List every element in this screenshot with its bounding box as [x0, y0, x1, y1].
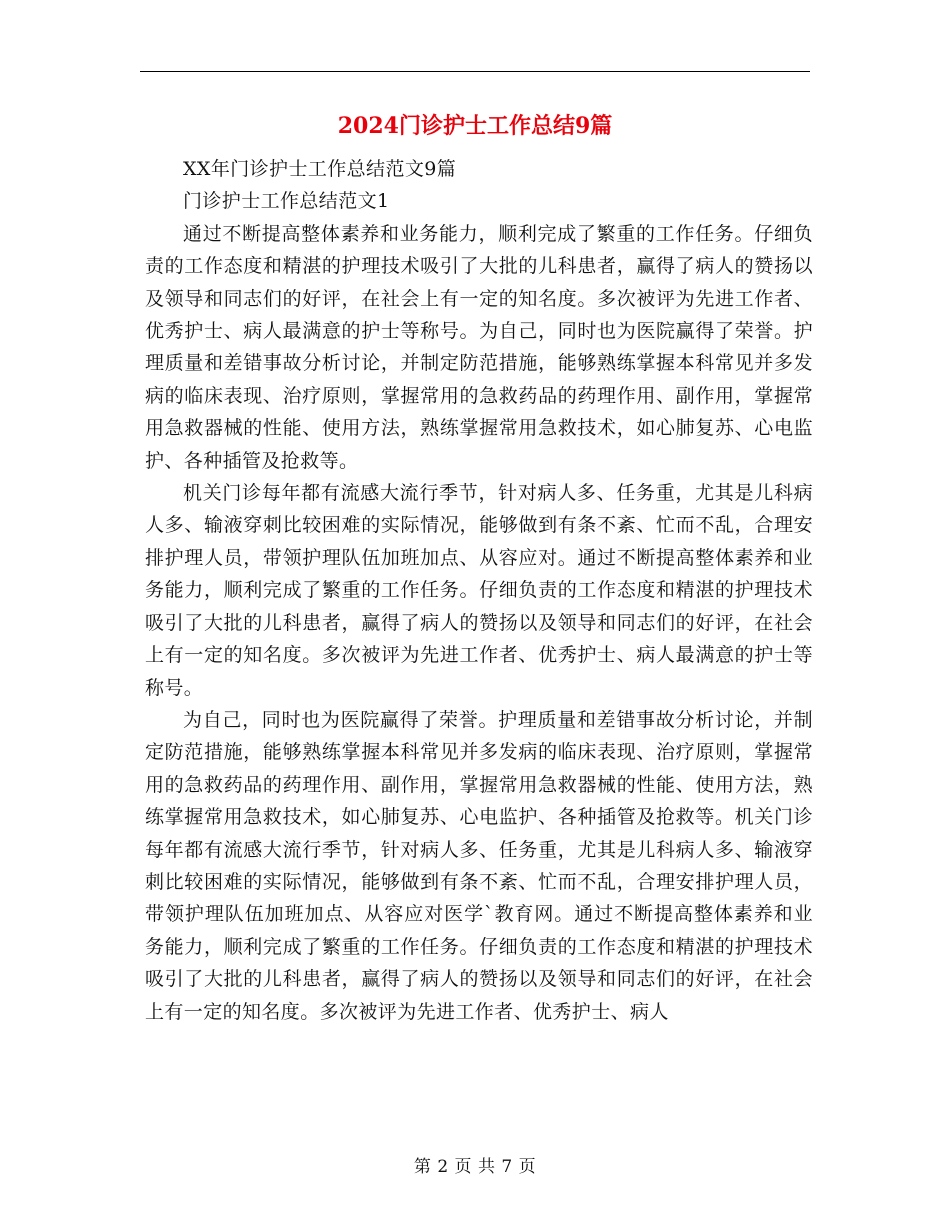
subtitle-line: XX年门诊护士工作总结范文9篇: [183, 158, 457, 180]
body-paragraph: 机关门诊每年都有流感大流行季节，针对病人多、任务重，尤其是儿科病人多、输液穿刺比较困难的实际情况，能够做到有条不紊、忙而不乱，合理安排护理人员，带领护理队伍加班加点、从容应对。通过不断提高整体素养和业务能力，顺利完成了繁重的工作任务。仔细负责的工作态度和精湛的护理技术吸引了大批的儿科患者，赢得了病人的赞扬以及领导和同志们的好评，在社会上有一定的知名度。多次被评为先进工作者、优秀护士、病人最满意的护士等称号。: [145, 482, 813, 699]
section-heading: 门诊护士工作总结范文1: [183, 190, 390, 213]
body-paragraph: 通过不断提高整体素养和业务能力，顺利完成了繁重的工作任务。仔细负责的工作态度和精湛的护理技术吸引了大批的儿科患者，赢得了病人的赞扬以及领导和同志们的好评，在社会上有一定的知名度。多次被评为先进工作者、优秀护士、病人最满意的护士等称号。为自己，同时也为医院赢得了荣誉。护理质量和差错事故分析讨论，并制定防范措施，能够熟练掌握本科常见并多发病的临床表现、治疗原则，掌握常用的急救药品的药理作用、副作用，掌握常用急救器械的性能、使用方法，熟练掌握常用急救技术，如心肺复苏、心电监护、各种插管及抢救等。: [145, 222, 813, 472]
page-footer: [140, 1152, 810, 1177]
header-rule: [140, 71, 810, 72]
document-title: 2024门诊护士工作总结9篇: [337, 113, 613, 139]
body-paragraph: 为自己，同时也为医院赢得了荣誉。护理质量和差错事故分析讨论，并制定防范措施，能够熟练掌握本科常见并多发病的临床表现、治疗原则，掌握常用的急救药品的药理作用、副作用，掌握常用急救器械的性能、使用方法，熟练掌握常用急救技术，如心肺复苏、心电监护、各种插管及抢救等。机关门诊每年都有流感大流行季节，针对病人多、任务重，尤其是儿科病人多、输液穿刺比较困难的实际情况，能够做到有条不紊、忙而不乱，合理安排护理人员，带领护理队伍加班加点、从容应对医学`教育网。通过不断提高整体素养和业务能力，顺利完成了繁重的工作任务。仔细负责的工作态度和精湛的护理技术吸引了大批的儿科患者，赢得了病人的赞扬以及领导和同志们的好评，在社会上有一定的知名度。多次被评为先进工作者、优秀护士、病人: [145, 708, 813, 1023]
document-body: [145, 153, 813, 1028]
page-number: 第 2 页 共 7 页: [413, 1157, 537, 1177]
